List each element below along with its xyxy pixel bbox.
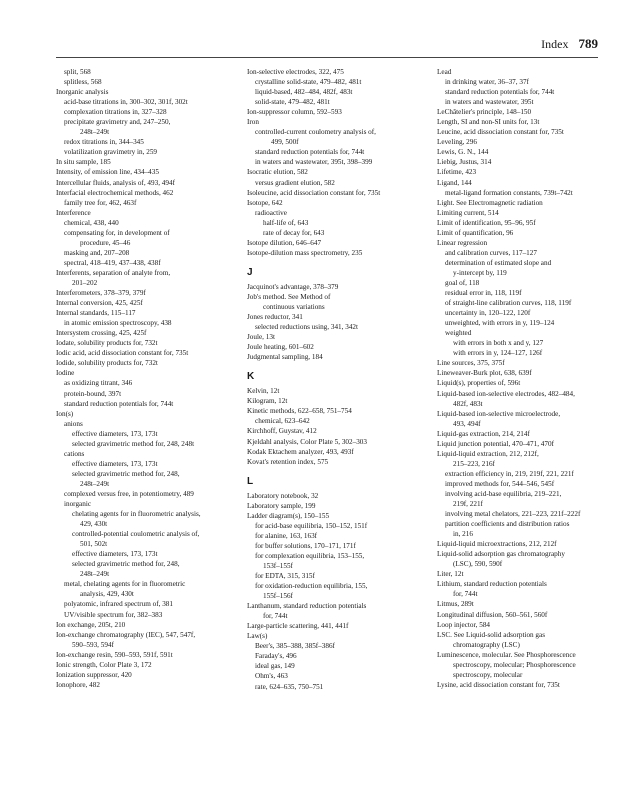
- index-subentry: for acid-base equilibria, 150–152, 151f: [255, 521, 368, 530]
- index-subentry: 248t–249t: [80, 128, 110, 137]
- index-subentry: 215–223, 216f: [453, 459, 495, 468]
- index-subentry: Faraday's, 496: [255, 652, 297, 661]
- index-subentry: and calibration curves, 117–127: [445, 248, 537, 257]
- index-entry: Judgmental sampling, 184: [247, 353, 323, 362]
- index-subentry: 590–593, 594f: [72, 640, 114, 649]
- index-entry: Kjeldahl analysis, Color Plate 5, 302–303: [247, 437, 367, 446]
- index-subentry: effective diameters, 173, 173t: [72, 429, 158, 438]
- index-subentry: selected gravimetric method for, 248,: [72, 469, 180, 478]
- index-entry: Internal conversion, 425, 425f: [56, 299, 143, 308]
- index-subentry: complexation titrations in, 327–328: [64, 108, 167, 117]
- index-entry: Isoleucine, acid dissociation constant for, 735t: [247, 188, 381, 197]
- index-entry: Interferents, separation of analyte from,: [56, 268, 171, 277]
- index-subentry: masking and, 207–208: [64, 248, 130, 257]
- index-entry: Ladder diagram(s), 150–155: [247, 511, 330, 520]
- index-entry: Ion-exchange resin, 590–593, 591f, 591t: [56, 650, 173, 659]
- index-subentry: standard reduction potentials for, 744t: [445, 88, 555, 97]
- index-subentry: radioactive: [255, 208, 287, 217]
- page-number: 789: [578, 36, 598, 51]
- index-subentry: spectroscopy, molecular: [453, 670, 523, 679]
- running-head: Index: [541, 37, 569, 51]
- index-subentry: 201–202: [72, 278, 98, 287]
- index-subentry: for EDTA, 315, 315f: [255, 572, 315, 581]
- index-entry: Internal standards, 115–117: [56, 309, 136, 318]
- index-entry: Interferometers, 378–379, 379f: [56, 289, 146, 298]
- index-entry: Laboratory notebook, 32: [247, 491, 319, 500]
- index-entry: Isotope dilution, 646–647: [247, 238, 322, 247]
- index-subentry: splitless, 568: [64, 78, 102, 87]
- index-entry: Iodic acid, acid dissociation constant for, 735t: [56, 349, 189, 358]
- index-subentry: spectroscopy, molecular; Phosphorescence: [453, 660, 576, 669]
- index-entry: Joule heating, 601–602: [247, 343, 314, 352]
- index-subentry: spectral, 418–419, 437–438, 438f: [64, 258, 161, 267]
- index-subentry: volatilization gravimetry in, 259: [64, 148, 158, 157]
- index-entry: Liquid(s), properties of, 596t: [437, 379, 521, 388]
- index-subentry: selected gravimetric method for, 248,: [72, 560, 180, 569]
- index-entry: Loop injector, 584: [437, 620, 491, 629]
- index-subentry: metal-ligand formation constants, 739t–742t: [445, 188, 573, 197]
- index-subentry: family tree for, 462, 463f: [64, 198, 137, 207]
- index-entry: Linear regression: [437, 238, 488, 247]
- index-entry: Liter, 12t: [437, 570, 464, 579]
- index-entry: Limiting current, 514: [437, 208, 499, 217]
- index-subentry: with errors in both x and y, 127: [453, 339, 544, 348]
- index-entry: Leucine, acid dissociation constant for, 735t: [437, 128, 564, 137]
- index-subentry: versus gradient elution, 582: [255, 178, 335, 187]
- index-entry: Longitudinal diffusion, 560–561, 560f: [437, 610, 548, 619]
- page-header: [541, 36, 598, 56]
- index-entry: Leveling, 296: [437, 138, 477, 147]
- index-subentry: unweighted, with errors in y, 119–124: [445, 319, 555, 328]
- index-subentry: chromatography (LSC): [453, 640, 520, 649]
- index-entry: Large-particle scattering, 441, 441f: [247, 622, 349, 631]
- index-entry: Ionophore, 482: [56, 680, 100, 689]
- index-entry: Liquid-based ion-selective electrodes, 482–484,: [437, 389, 575, 398]
- index-subentry: chelating agents for in fluorometric analysis,: [72, 510, 201, 519]
- index-entry: Kirchhoff, Guystav, 412: [247, 427, 317, 436]
- index-column-3: [437, 67, 615, 690]
- index-subentry: analysis, 429, 430t: [80, 590, 134, 599]
- index-entry: Law(s): [247, 632, 268, 641]
- index-entry: Ion-suppressor column, 592–593: [247, 108, 342, 117]
- index-entry: In situ sample, 185: [56, 158, 111, 167]
- header-rule: [56, 57, 598, 58]
- index-subentry: in waters and wastewater, 395t, 398–399: [255, 158, 373, 167]
- index-subentry: continuous variations: [263, 302, 325, 311]
- index-entry: Iodine: [56, 369, 75, 378]
- index-subentry: with errors in y, 124–127, 126f: [453, 349, 543, 358]
- index-subentry: as oxidizing titrant, 346: [64, 379, 133, 388]
- index-subentry: effective diameters, 173, 173t: [72, 550, 158, 559]
- index-subentry: half-life of, 643: [263, 218, 309, 227]
- section-letter: K: [247, 371, 255, 383]
- index-entry: Lewis, G. N., 144: [437, 148, 489, 157]
- index-entry: Interfacial electrochemical methods, 462: [56, 188, 174, 197]
- index-subentry: controlled-current coulometry analysis of,: [255, 128, 376, 137]
- index-entry: Kilogram, 12t: [247, 397, 288, 406]
- index-subentry: polyatomic, infrared spectrum of, 381: [64, 600, 173, 609]
- index-entry: Kodak Ektachem analyzer, 493, 493f: [247, 447, 354, 456]
- index-subentry: 493, 494f: [453, 419, 481, 428]
- index-subentry: compensating for, in development of: [64, 228, 170, 237]
- index-entry: Liquid-liquid microextractions, 212, 212f: [437, 540, 557, 549]
- index-entry: Isocratic elution, 582: [247, 168, 308, 177]
- index-entry: Isotope-dilution mass spectrometry, 235: [247, 248, 363, 257]
- index-subentry: of straight-line calibration curves, 118, 119f: [445, 299, 572, 308]
- index-subentry: procedure, 45–46: [80, 238, 131, 247]
- index-entry: Ion-selective electrodes, 322, 475: [247, 68, 344, 76]
- index-entry: Intensity, of emission line, 434–435: [56, 168, 159, 177]
- index-subentry: for oxidation-reduction equilibria, 155,: [255, 582, 368, 591]
- index-column-2: [247, 67, 425, 692]
- index-subentry: residual error in, 118, 119f: [445, 289, 522, 298]
- index-subentry: 501, 502t: [80, 540, 108, 549]
- index-entry: Kinetic methods, 622–658, 751–754: [247, 407, 352, 416]
- index-subentry: y-intercept by, 119: [453, 268, 507, 277]
- index-subentry: UV/visible spectrum for, 382–383: [64, 610, 163, 619]
- index-subentry: acid-base titrations in, 300–302, 301f, 302t: [64, 98, 188, 107]
- section-letter: L: [247, 475, 254, 487]
- index-entry: Lifetime, 423: [437, 168, 477, 177]
- index-entry: Inorganic analysis: [56, 88, 109, 97]
- index-column-1: [56, 67, 234, 690]
- index-entry: Joule, 13t: [247, 333, 275, 342]
- index-subentry: 155f–156f: [263, 592, 293, 601]
- index-subentry: liquid-based, 482–484, 482f, 483t: [255, 88, 353, 97]
- index-subentry: split, 568: [64, 68, 91, 76]
- index-entry: Lineweaver-Burk plot, 638, 639f: [437, 369, 532, 378]
- index-subentry: involving acid-base equilibria, 219–221,: [445, 489, 562, 498]
- index-subentry: complexed versus free, in potentiometry, 489: [64, 489, 194, 498]
- index-subentry: for buffer solutions, 170–171, 171f: [255, 541, 356, 550]
- index-entry: Litmus, 289t: [437, 600, 474, 609]
- index-entry: Interference: [56, 208, 91, 217]
- index-subentry: 219f, 221f: [453, 500, 483, 509]
- index-entry: Intercellular fluids, analysis of, 493, 494f: [56, 178, 175, 187]
- index-subentry: 153f–155f: [263, 561, 293, 570]
- index-entry: Luminescence, molecular. See Phosphorescence: [437, 650, 576, 659]
- index-subentry: determination of estimated slope and: [445, 258, 552, 267]
- index-entry: Iodide, solubility products for, 732t: [56, 359, 158, 368]
- index-entry: Limit of identification, 95–96, 95f: [437, 218, 536, 227]
- index-entry: Liquid junction potential, 470–471, 470f: [437, 439, 554, 448]
- index-subentry: goal of, 118: [445, 278, 480, 287]
- index-subentry: standard reduction potentials for, 744t: [255, 148, 365, 157]
- index-entry: Kelvin, 12t: [247, 387, 280, 396]
- index-entry: Liquid-gas extraction, 214, 214f: [437, 429, 530, 438]
- index-subentry: improved methods for, 544–546, 545f: [445, 479, 555, 488]
- index-entry: Line sources, 375, 375f: [437, 359, 505, 368]
- index-subentry: for complexation equilibria, 153–155,: [255, 551, 365, 560]
- index-entry: Light. See Electromagnetic radiation: [437, 198, 543, 207]
- index-subentry: Beer's, 385–388, 385f–386f: [255, 642, 335, 651]
- section-letter: J: [247, 266, 253, 278]
- index-subentry: rate of decay for, 643: [263, 228, 325, 237]
- index-entry: Job's method. See Method of: [247, 292, 331, 301]
- index-entry: Ion(s): [56, 409, 74, 418]
- index-subentry: for, 744t: [453, 590, 478, 599]
- index-subentry: in waters and wastewater, 395t: [445, 98, 534, 107]
- index-subentry: inorganic: [64, 500, 92, 509]
- index-subentry: 248t–249t: [80, 570, 110, 579]
- index-entry: Kovat's retention index, 575: [247, 457, 329, 466]
- index-subentry: 248t–249t: [80, 479, 110, 488]
- index-entry: Liquid-based ion-selective microelectrode,: [437, 409, 561, 418]
- index-entry: Jacquinot's advantage, 378–379: [247, 282, 339, 291]
- index-subentry: involving metal chelators, 221–223, 221f–222f: [445, 510, 581, 519]
- index-subentry: (LSC), 590, 590f: [453, 560, 503, 569]
- index-entry: Ionization suppressor, 420: [56, 670, 132, 679]
- index-subentry: 429, 430t: [80, 520, 108, 529]
- index-subentry: crystalline solid-state, 479–482, 481t: [255, 78, 362, 87]
- index-subentry: metal, chelating agents for in fluorometric: [64, 580, 186, 589]
- index-subentry: in, 216: [453, 530, 473, 539]
- index-entry: Lithium, standard reduction potentials: [437, 580, 547, 589]
- index-entry: Iron: [247, 118, 259, 127]
- index-subentry: in drinking water, 36–37, 37f: [445, 78, 529, 87]
- index-entry: Lanthanum, standard reduction potentials: [247, 602, 367, 611]
- index-subentry: Ohm's, 463: [255, 672, 288, 681]
- index-entry: Jones reductor, 341: [247, 313, 303, 322]
- index-entry: Length, SI and non-SI units for, 13t: [437, 118, 540, 127]
- index-entry: Intersystem crossing, 425, 425f: [56, 329, 147, 338]
- index-subentry: weighted: [445, 329, 472, 338]
- index-entry: Lead: [437, 68, 452, 76]
- index-subentry: controlled-potential coulometric analysis of,: [72, 530, 200, 539]
- index-subentry: ideal gas, 149: [255, 662, 295, 671]
- index-subentry: redox titrations in, 344–345: [64, 138, 144, 147]
- index-subentry: standard reduction potentials for, 744t: [64, 399, 174, 408]
- index-subentry: for, 744t: [263, 612, 288, 621]
- index-subentry: for alanine, 163, 163f: [255, 531, 318, 540]
- index-subentry: partition coefficients and distribution ratios: [445, 520, 570, 529]
- index-entry: Liquid-solid adsorption gas chromatography: [437, 550, 565, 559]
- index-subentry: chemical, 623–642: [255, 417, 310, 426]
- index-subentry: anions: [64, 419, 83, 428]
- index-subentry: solid-state, 479–482, 481t: [255, 98, 330, 107]
- index-entry: Liebig, Justus, 314: [437, 158, 492, 167]
- index-subentry: chemical, 438, 440: [64, 218, 119, 227]
- index-entry: Ion-exchange chromatography (IEC), 547, 547f,: [56, 630, 196, 639]
- index-entry: Isotope, 642: [247, 198, 283, 207]
- index-entry: Limit of quantification, 96: [437, 228, 514, 237]
- index-entry: Lysine, acid dissociation constant for, 735t: [437, 680, 560, 689]
- index-subentry: selected reductions using, 341, 342t: [255, 323, 359, 332]
- index-entry: Laboratory sample, 199: [247, 501, 316, 510]
- index-subentry: 499, 500f: [271, 138, 299, 147]
- index-subentry: 482f, 483t: [453, 399, 483, 408]
- index-entry: LSC. See Liquid-solid adsorption gas: [437, 630, 546, 639]
- index-subentry: extraction efficiency in, 219, 219f, 221, 221f: [445, 469, 574, 478]
- index-entry: Ionic strength, Color Plate 3, 172: [56, 660, 152, 669]
- index-subentry: in atomic emission spectroscopy, 438: [64, 319, 172, 328]
- index-subentry: protein-bound, 397t: [64, 389, 122, 398]
- index-entry: LeChâtelier's principle, 148–150: [437, 108, 532, 117]
- index-entry: Liquid-liquid extraction, 212, 212f,: [437, 449, 539, 458]
- index-subentry: precipitate gravimetry and, 247–250,: [64, 118, 171, 127]
- index-subentry: rate, 624–635, 750–751: [255, 682, 324, 691]
- index-entry: Ion exchange, 205t, 210: [56, 620, 126, 629]
- index-subentry: uncertainty in, 120–122, 120f: [445, 309, 531, 318]
- index-entry: Iodate, solubility products for, 732t: [56, 339, 158, 348]
- index-subentry: cations: [64, 449, 85, 458]
- index-subentry: selected gravimetric method for, 248, 248t: [72, 439, 195, 448]
- index-subentry: effective diameters, 173, 173t: [72, 459, 158, 468]
- index-entry: Ligand, 144: [437, 178, 472, 187]
